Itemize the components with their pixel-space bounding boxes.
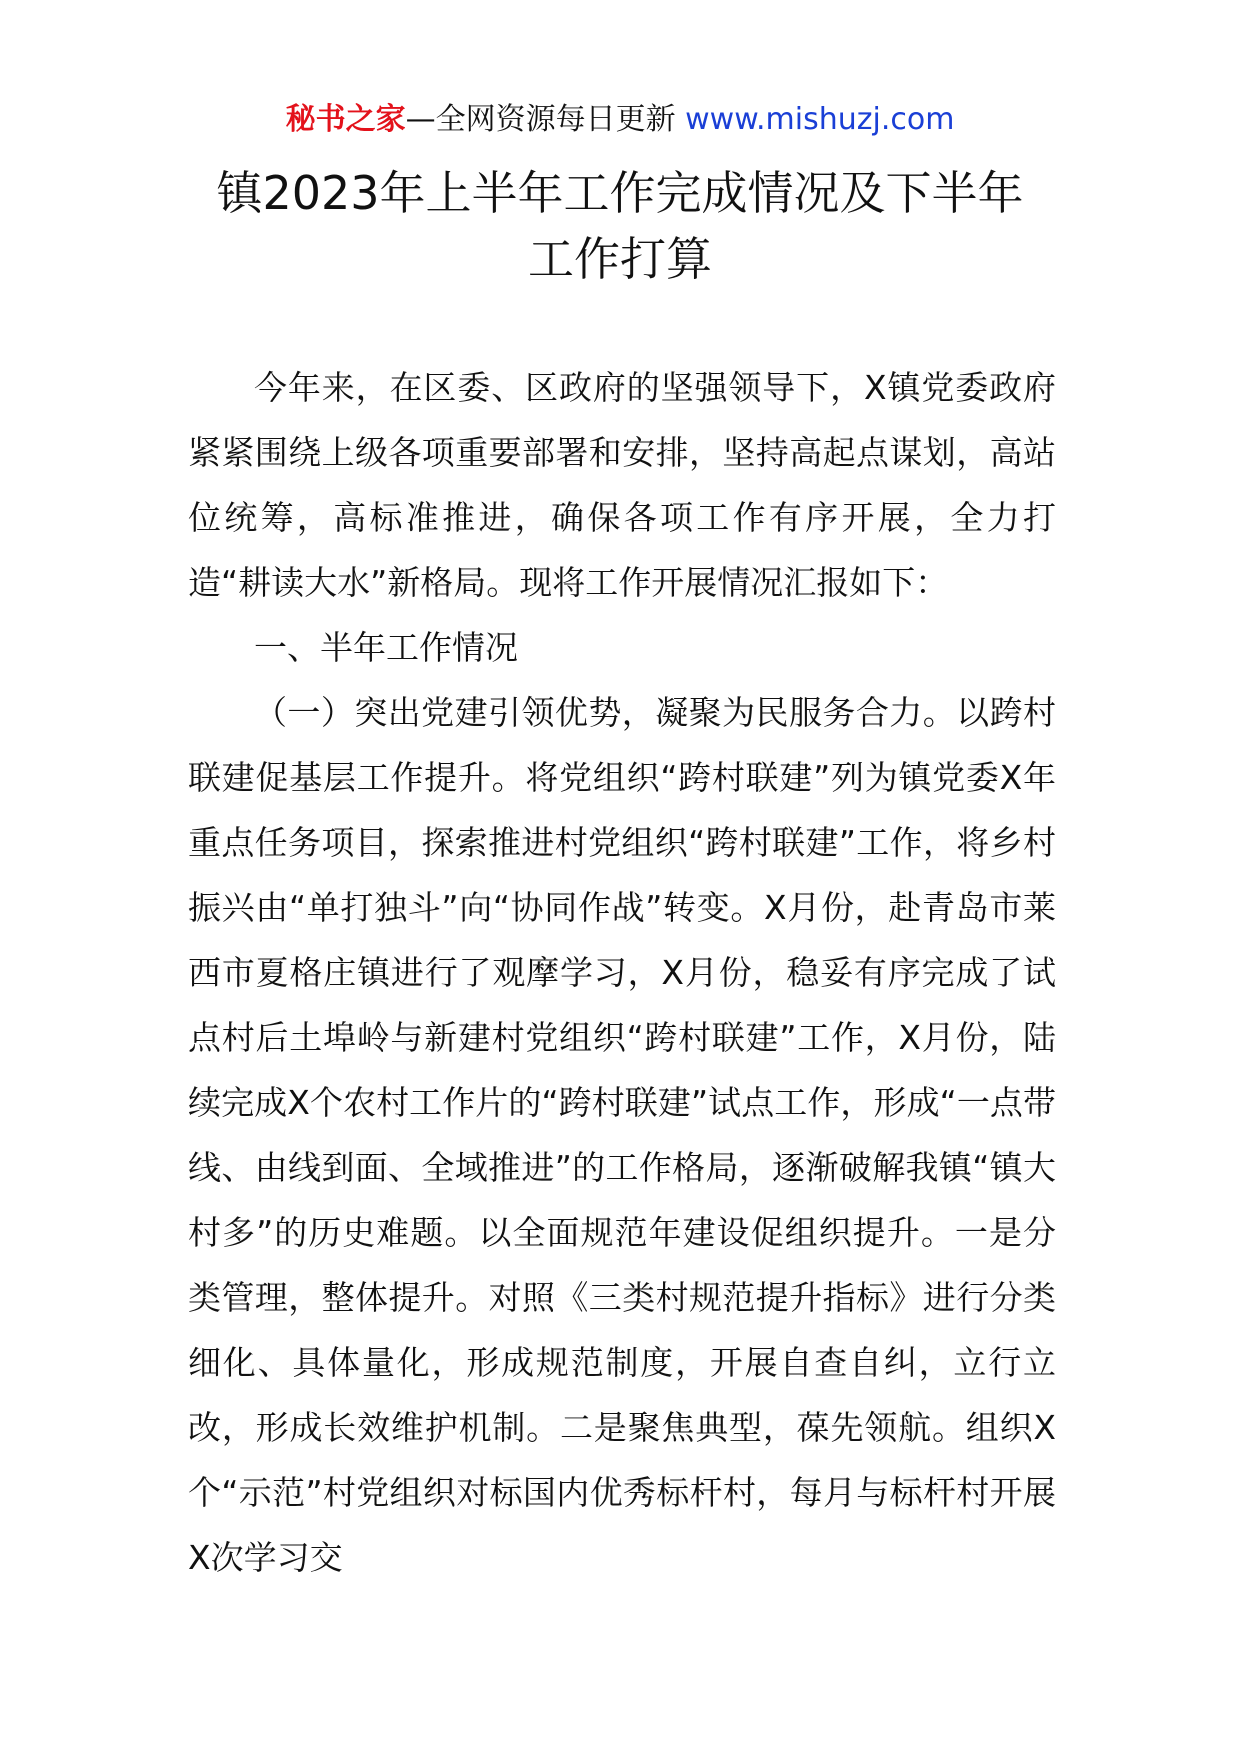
header-brand: 秘书之家 (285, 102, 406, 137)
document-title (120, 160, 1120, 292)
document-title-line-1: 镇2023年上半年工作完成情况及下半年 (216, 166, 1024, 220)
header-slogan: —全网资源每日更新 (405, 102, 676, 137)
document-body (188, 355, 1056, 1590)
header-url-link[interactable]: www.mishuzj.com (685, 102, 955, 137)
paragraph-intro: 今年来，在区委、区政府的坚强领导下，X镇党委政府紧紧围绕上级各项重要部署和安排，坚持高起点谋划，高站位统筹，高标准推进，确保各项工作有序开展，全力打造“耕读大水”新格局。现将工作开展情况汇报如下： (188, 368, 1056, 602)
paragraph-section-1-1: （一）突出党建引领优势，凝聚为民服务合力。以跨村联建促基层工作提升。将党组织“跨村联建”列为镇党委X年重点任务项目，探索推进村党组织“跨村联建”工作，将乡村振兴由“单打独斗”向“协同作战”转变。X月份，赴青岛市莱西市夏格庄镇进行了观摩学习，X月份，稳妥有序完成了试点村后土埠岭与新建村党组织“跨村联建”工作，X月份，陆续完成X个农村工作片的“跨村联建”试点工作，形成“一点带线、由线到面、全域推进”的工作格局，逐渐破解我镇“镇大村多”的历史难题。以全面规范年建设促组织提升。一是分类管理，整体提升。对照《三类村规范提升指标》进行分类细化、具体量化，形成规范制度，开展自查自纠，立行立改，形成长效维护机制。二是聚焦典型，葆先领航。组织X个“示范”村党组织对标国内优秀标杆村，每月与标杆村开展X次学习交 (188, 693, 1056, 1577)
section-heading-1: 一、半年工作情况 (254, 628, 518, 667)
header-banner (0, 100, 1240, 140)
document-title-line-2: 工作打算 (528, 232, 712, 286)
